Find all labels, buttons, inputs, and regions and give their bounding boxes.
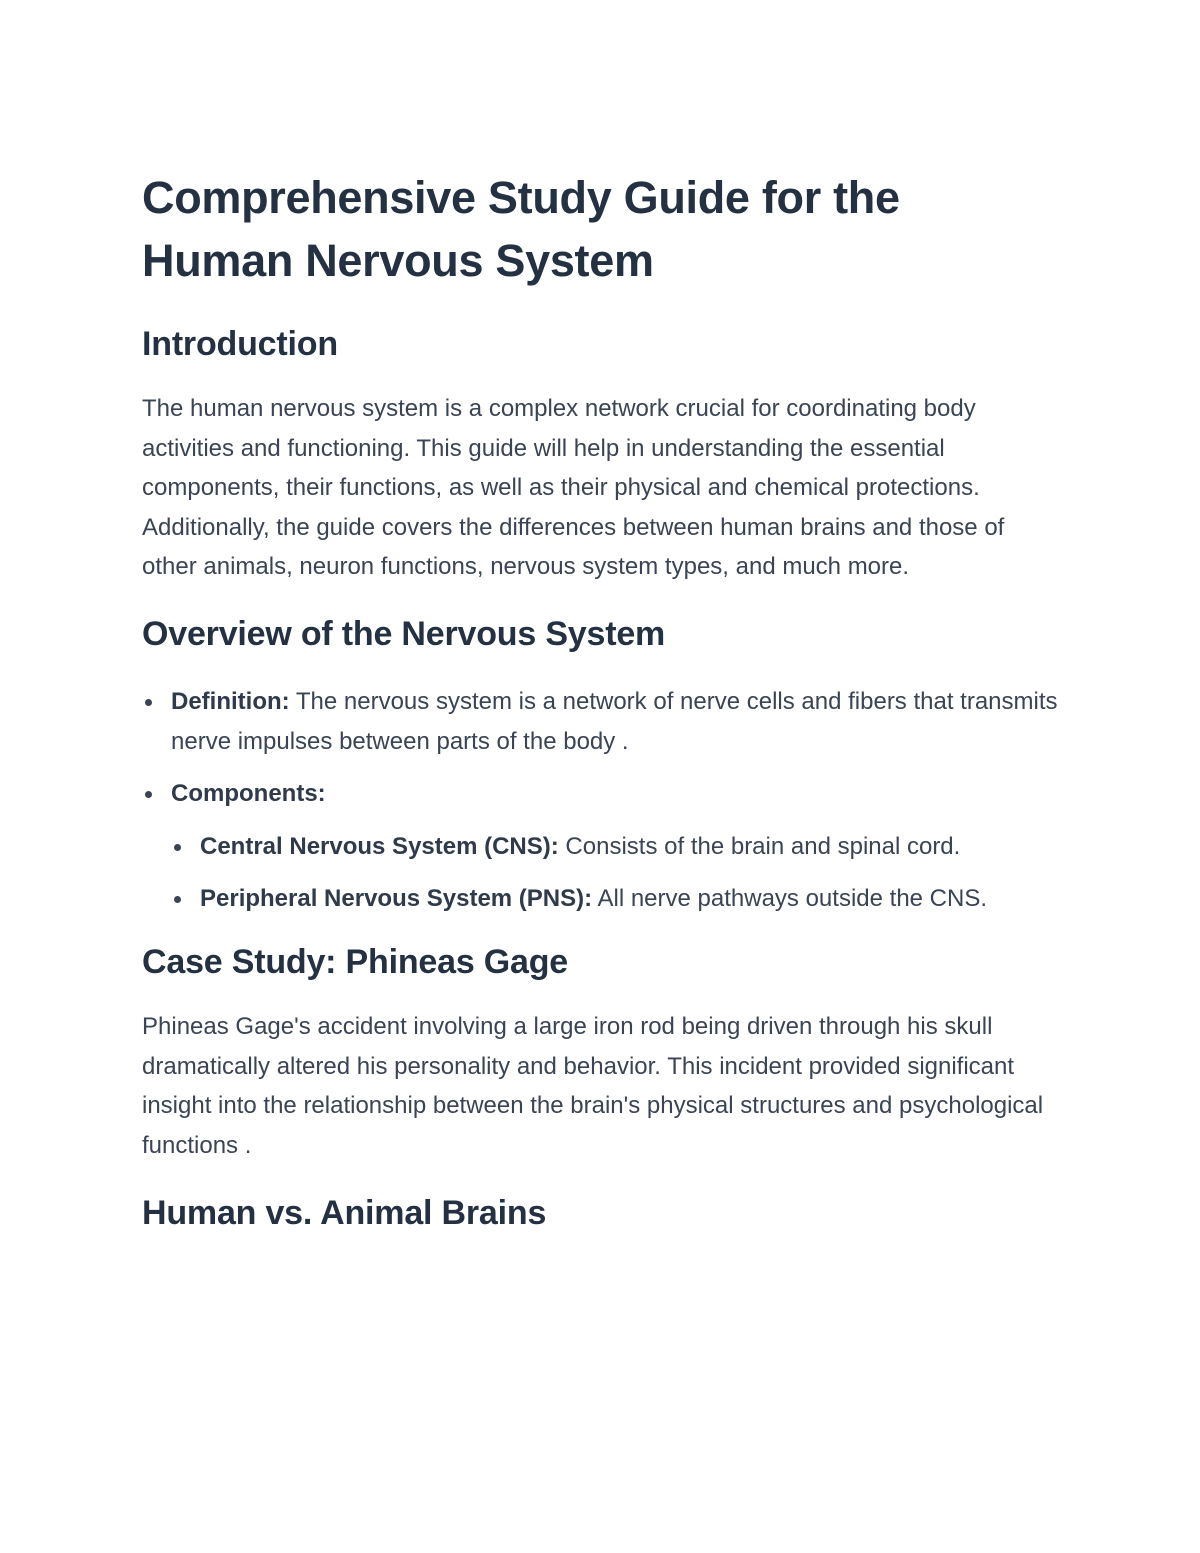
case-study-heading: Case Study: Phineas Gage xyxy=(142,942,569,981)
introduction-heading: Introduction xyxy=(142,325,338,363)
bullet-icon xyxy=(174,896,181,903)
definition-text: The nervous system is a network of nerve cells and fibers that transmits nerve impulses between parts of the body . xyxy=(171,687,1058,755)
list-item-definition xyxy=(142,682,1062,761)
case-study-paragraph: Phineas Gage's accident involving a large iron rod being driven through his skull dramatically altered his personality and behavior. This incident provided significant insight into the relationship between the brain's physical structures and psychological functions . xyxy=(142,1012,1044,1159)
pns-label: Peripheral Nervous System (PNS): xyxy=(200,885,593,913)
animal-brains-heading: Human vs. Animal Brains xyxy=(142,1194,547,1233)
bullet-icon xyxy=(145,699,152,706)
list-item-pns xyxy=(171,879,1062,919)
list-item-components xyxy=(142,774,1062,919)
bullet-icon xyxy=(145,791,152,798)
document-content xyxy=(142,166,1062,1235)
overview-heading: Overview of the Nervous System xyxy=(142,614,666,653)
introduction-paragraph: The human nervous system is a complex network crucial for coordinating body activities and functioning. This guide will help in understanding the essential components, their functions, as well as their physical and chemical protections. Additionally, the guide covers the differences between human brains and those of other animals, neuron functions, nervous system types, and much more. xyxy=(142,395,1005,581)
page-title: Comprehensive Study Guide for the Human Nervous System xyxy=(142,172,900,286)
cns-label: Central Nervous System (CNS): xyxy=(200,832,559,860)
cns-text: Consists of the brain and spinal cord. xyxy=(558,832,961,860)
components-sublist xyxy=(171,827,1062,919)
list-item-cns xyxy=(171,827,1062,867)
pns-text: All nerve pathways outside the CNS. xyxy=(592,885,988,913)
bullet-icon xyxy=(174,844,181,851)
overview-list xyxy=(142,682,1062,919)
definition-label: Definition: xyxy=(171,687,290,715)
components-label: Components: xyxy=(171,780,326,808)
